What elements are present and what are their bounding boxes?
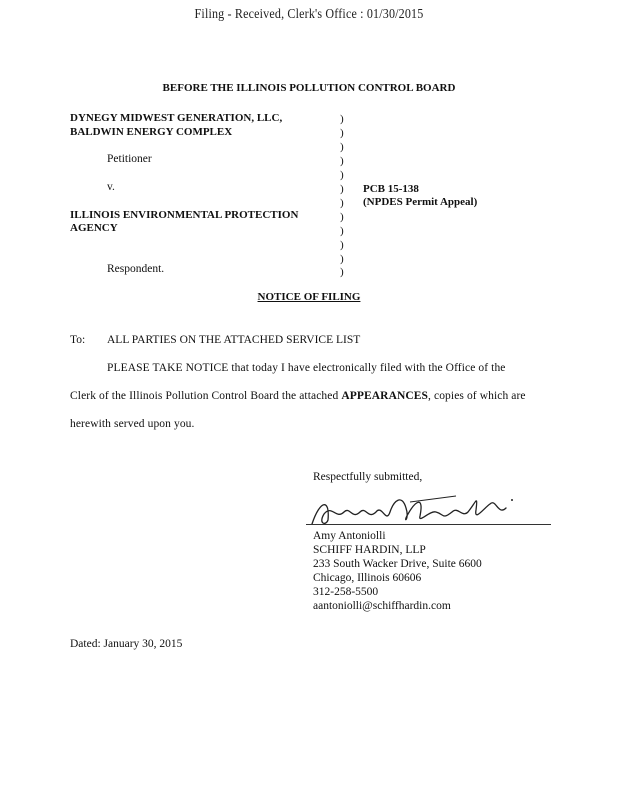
respondent-role: Respondent. (107, 263, 165, 275)
notice-body-line1: PLEASE TAKE NOTICE that today I have electronically filed with the Office of the (107, 362, 506, 374)
case-type: (NPDES Permit Appeal) (363, 196, 478, 208)
signature-line (306, 524, 551, 525)
respondent-name-line2: AGENCY (70, 222, 118, 234)
to-label: To: (70, 334, 86, 346)
signer-email: aantoniolli@schiffhardin.com (313, 600, 451, 612)
petitioner-name-line2: BALDWIN ENERGY COMPLEX (70, 126, 233, 138)
petitioner-name-line1: DYNEGY MIDWEST GENERATION, LLC, (70, 112, 283, 124)
respondent-name-line1: ILLINOIS ENVIRONMENTAL PROTECTION (70, 209, 299, 221)
signer-phone: 312-258-5500 (313, 586, 379, 598)
petitioner-role: Petitioner (107, 153, 152, 165)
notice-body-line3: herewith served upon you. (70, 418, 195, 430)
caption-paren: ) (340, 183, 344, 195)
appearances-term: APPEARANCES (341, 390, 429, 402)
caption-paren: ) (340, 239, 344, 251)
court-heading: BEFORE THE ILLINOIS POLLUTION CONTROL BOARD (162, 82, 456, 94)
caption-paren: ) (340, 266, 344, 278)
caption-paren: ) (340, 141, 344, 153)
notice-title: NOTICE OF FILING (257, 291, 361, 303)
caption-paren: ) (340, 155, 344, 167)
filing-stamp: Filing - Received, Clerk's Office : 01/30/2015 (194, 7, 424, 22)
caption-paren: ) (340, 211, 344, 223)
signer-address-line1: 233 South Wacker Drive, Suite 6600 (313, 558, 482, 570)
dated-line: Dated: January 30, 2015 (70, 638, 183, 650)
signer-address-line2: Chicago, Illinois 60606 (313, 572, 422, 584)
caption-paren: ) (340, 197, 344, 209)
notice-body-line2 (70, 390, 526, 402)
closing: Respectfully submitted, (313, 471, 423, 483)
caption-paren: ) (340, 113, 344, 125)
signer-firm: SCHIFF HARDIN, LLP (313, 544, 426, 556)
body-text: , copies of which are (428, 390, 526, 402)
caption-paren: ) (340, 127, 344, 139)
case-number: PCB 15-138 (363, 183, 419, 195)
signer-name: Amy Antoniolli (313, 530, 386, 542)
to-recipients: ALL PARTIES ON THE ATTACHED SERVICE LIST (107, 334, 361, 346)
caption-paren: ) (340, 225, 344, 237)
caption-paren: ) (340, 169, 344, 181)
caption-paren: ) (340, 253, 344, 265)
body-text: Clerk of the Illinois Pollution Control Board the attached (70, 390, 342, 402)
versus-label: v. (107, 181, 115, 193)
